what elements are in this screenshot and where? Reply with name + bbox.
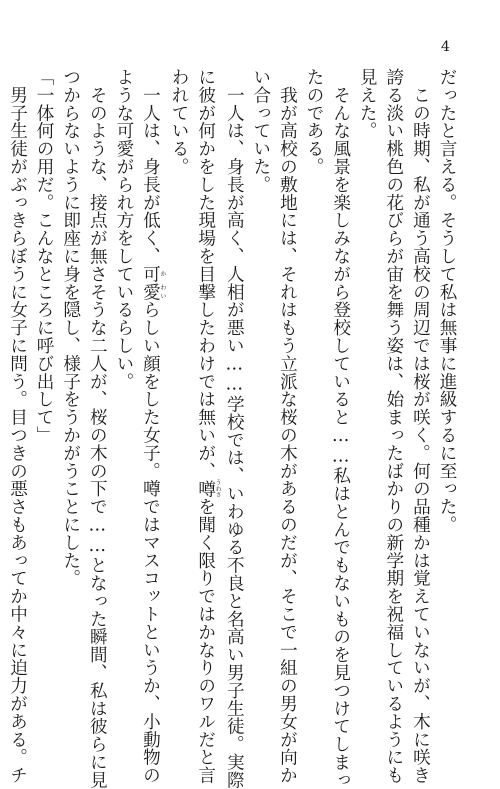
- body-text: [4, 68, 460, 789]
- text-line: この時期、私が通う高校の周辺では桜が咲く。何の品種かは覚えていないが、木に咲き: [410, 68, 431, 784]
- ruby-reading: うわさ: [214, 479, 222, 499]
- text-line: たのである。: [304, 68, 325, 176]
- ruby-base: 愛: [140, 282, 161, 301]
- ruby-reading: か: [158, 264, 166, 283]
- text-line: ような可愛がられ方をしているらしい。: [113, 68, 134, 391]
- text-line-with-ruby: [137, 68, 166, 785]
- text-line-with-ruby: [192, 68, 222, 785]
- text-line: そのような、接点が無さそうな二人が、桜の木の下で……となった瞬間、私は彼らに見: [87, 68, 108, 789]
- ruby-reading: わい: [158, 282, 166, 301]
- text-segment: 一人は、身長が低く、: [140, 68, 161, 265]
- text-line: 見えた。: [357, 68, 378, 140]
- ruby-base: 可: [140, 264, 161, 283]
- text-line: だったと言える。そうして私は無事に進級するに至った。: [437, 68, 457, 534]
- text-line: 「一体何の用だ。こんなところに呼び出して」: [34, 68, 55, 444]
- text-line: い合っていた。: [250, 68, 271, 194]
- ruby-base: 噂: [195, 479, 216, 499]
- text-line: 我が高校の敷地には、それはもう立派な桜の木があるのだが、そこで一組の男女が向か: [277, 68, 298, 784]
- ruby-annotation: [140, 282, 166, 301]
- text-line: そんな風景を楽しみながら登校していると……私はとんでもないものを見つけてしまっ: [330, 68, 351, 789]
- page-number: 4: [441, 39, 450, 55]
- ruby-annotation: [140, 264, 166, 283]
- text-line: 誇る淡い桃色の花びらが宙を舞う姿は、始まったばかりの新学期を祝福しているようにも: [383, 68, 404, 784]
- text-line: 男子生徒がぶっきらぼうに女子に問う。目つきの悪さもあってか中々に迫力がある。チ: [7, 68, 28, 784]
- text-line: つからないように即座に身を隠し、様子をうかがうことにした。: [60, 68, 81, 588]
- text-line: 一人は、身長が高く、人相が悪い……学校では、いわゆる不良と名高い男子生徒。実際: [224, 68, 245, 789]
- text-segment: らしい顔をした女子。噂ではマスコットというか、小動物の: [140, 300, 161, 785]
- text-segment: を聞く限りではかなりのワルだと言: [195, 497, 216, 785]
- ruby-annotation: [195, 479, 222, 499]
- text-line: われている。: [169, 68, 190, 176]
- text-segment: に彼が何かをした現場を目撃したわけでは無いが、: [195, 68, 216, 480]
